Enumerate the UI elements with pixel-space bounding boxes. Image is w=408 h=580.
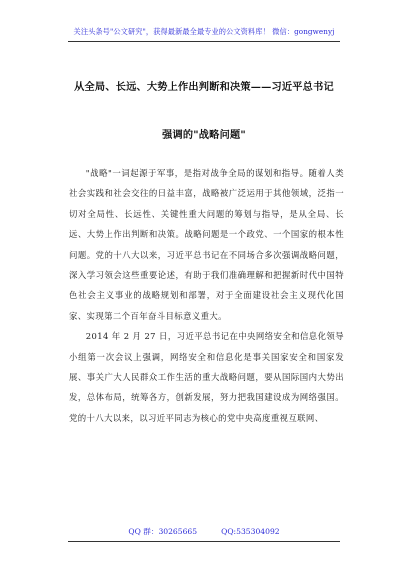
footer-qq-number: QQ:535304092	[221, 527, 280, 536]
body-paragraph-1: "战略"一词起源于军事，是指对战争全局的谋划和指导。随着人类社会实践和社会交往的日益丰富，战略被广泛运用于其他领域，泛指一切对全局性、长远性、关键性重大问题的筹划与指导，是从全局、长远、大势上作出判断和决策。战略问题是一个政党、一个国家的根本性问题。党的十八大以来，习近平总书记在不同场合多次强调战略问题，深入学习领会这些重要论述，有助于我们准确理解和把握新时代中国特色社会主义事业的战略规划和部署，对于全面建设社会主义现代化国家、实现第二个百年奋斗目标意义重大。	[69, 168, 344, 321]
footer-contact	[0, 526, 408, 537]
body-paragraph-2: 2014 年 2 月 27 日，习近平总书记在中央网络安全和信息化领导小组第一次会议上强调，网络安全和信息化是事关国家安全和国家发展、事关广大人民群众工作生活的重大战略问题，要从国际国内大势出发，总体布局，统筹各方，创新发展，努力把我国建设成为网络强国。党的十八大以来，以习近平同志为核心的党中央高度重视互联网、	[69, 331, 344, 423]
document-body	[69, 163, 344, 428]
document-title-line-2: 强调的"战略问题"	[162, 129, 246, 141]
document-title-line-1: 从全局、长远、大势上作出判断和决策——习近平总书记	[74, 81, 334, 93]
header-note: 关注头条号"公文研究"，获得最新最全最专业的公文资料库！ 微信：gongwenyj	[73, 27, 335, 36]
footer-qq-group: QQ 群：30265665	[128, 527, 198, 536]
footer-divider	[68, 541, 340, 542]
header-divider	[68, 41, 340, 42]
